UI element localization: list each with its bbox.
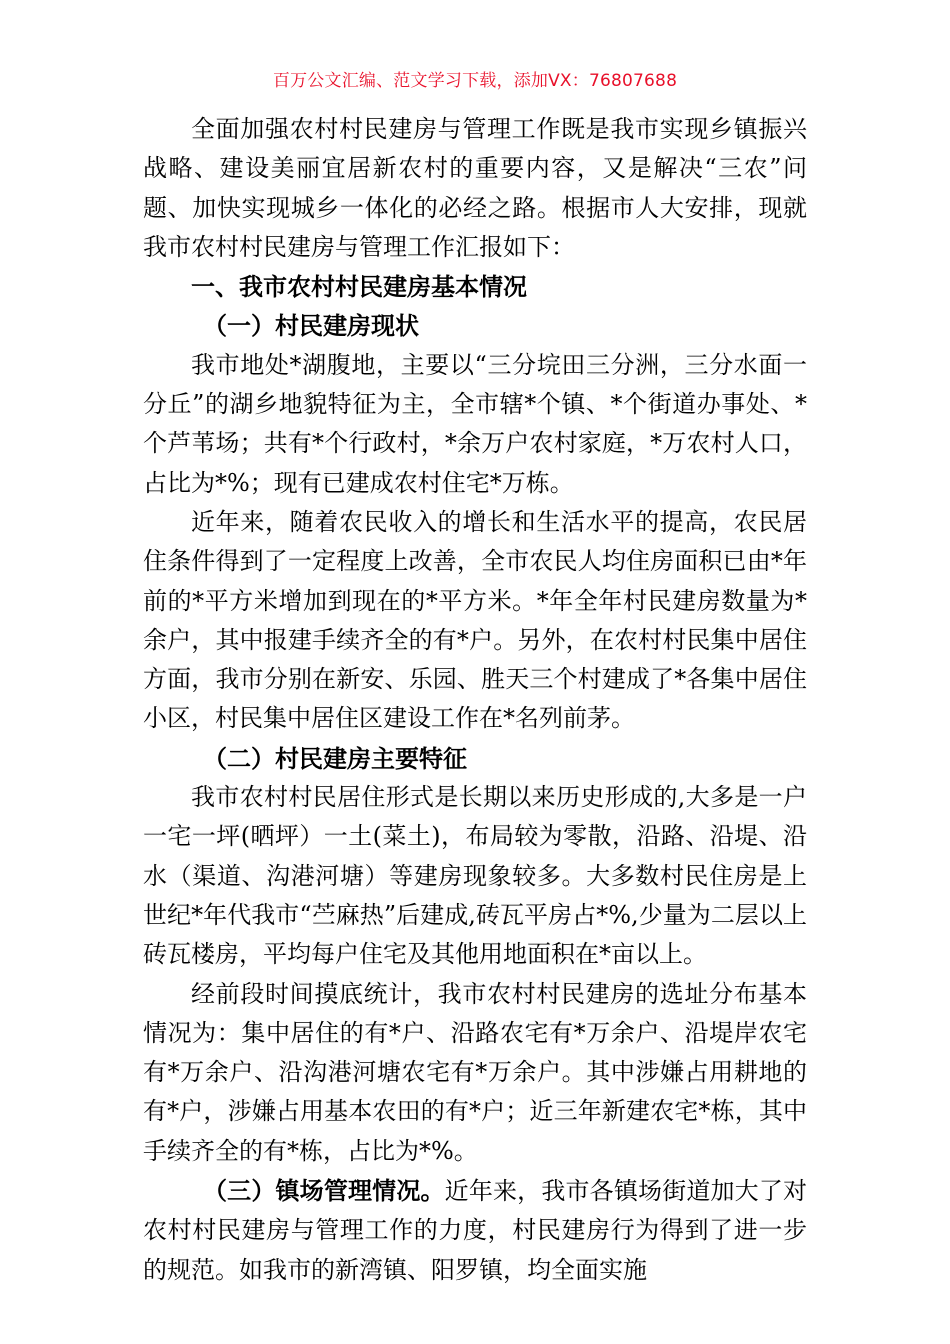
watermark-banner: 百万公文汇编、范文学习下载，添加VX：76807688 <box>272 71 678 91</box>
paragraph-status-2: 近年来，随着农民收入的增长和生活水平的提高，农民居住条件得到了一定程度上改善，全市农民人均住房面积已由*年前的*平方米增加到现在的*平方米。*年全年村民建房数量为*余户，其中报建手续齐全的有*户。另外，在农村村民集中居住方面，我市分别在新安、乐园、胜天三个村建成了*各集中居住小区，村民集中居住区建设工作在*名列前茅。 <box>143 507 807 733</box>
subsection-heading-2: （二）村民建房主要特征 <box>203 743 467 773</box>
paragraph-features-2: 经前段时间摸底统计，我市农村村民建房的选址分布基本情况为：集中居住的有*户、沿路农宅有*万余户、沿堤岸农宅有*万余户、沿沟港河塘农宅有*万余户。其中涉嫌占用耕地的有*户，涉嫌占用基本农田的有*户；近三年新建农宅*栋，其中手续齐全的有*栋，占比为*%。 <box>143 979 807 1165</box>
subsection-heading-3: （三）镇场管理情况。 <box>203 1176 445 1206</box>
paragraph-management <box>143 1171 807 1290</box>
management-text: 近年来，我市各镇场街道加大了对农村村民建房与管理工作的力度，村民建房行为得到了进一步的规范。如我市的新湾镇、阳罗镇，均全面实施 <box>143 1177 808 1284</box>
intro-paragraph: 全面加强农村村民建房与管理工作既是我市实现乡镇振兴战略、建设美丽宜居新农村的重要内容，又是解决“三农”问题、加快实现城乡一体化的必经之路。根据市人大安排，现就我市农村村民建房与管理工作汇报如下： <box>143 115 807 261</box>
document-body <box>143 110 807 1290</box>
subsection-heading-1: （一）村民建房现状 <box>203 311 419 341</box>
paragraph-status-1: 我市地处*湖腹地，主要以“三分垸田三分洲，三分水面一分丘”的湖乡地貌特征为主，全市辖*个镇、*个街道办事处、*个芦苇场；共有*个行政村，*余万户农村家庭，*万农村人口，占比为*%；现有已建成农村住宅*万栋。 <box>143 350 807 497</box>
paragraph-features-1: 我市农村村民居住形式是长期以来历史形成的,大多是一户一宅一坪(晒坪）一土(菜土)，布局较为零散，沿路、沿堤、沿水（渠道、沟港河塘）等建房现象较多。大多数村民住房是上世纪*年代我市“苎麻热”后建成,砖瓦平房占*%,少量为二层以上砖瓦楼房，平均每户住宅及其他用地面积在*亩以上。 <box>143 783 807 969</box>
section-heading-1: 一、我市农村村民建房基本情况 <box>191 272 527 302</box>
